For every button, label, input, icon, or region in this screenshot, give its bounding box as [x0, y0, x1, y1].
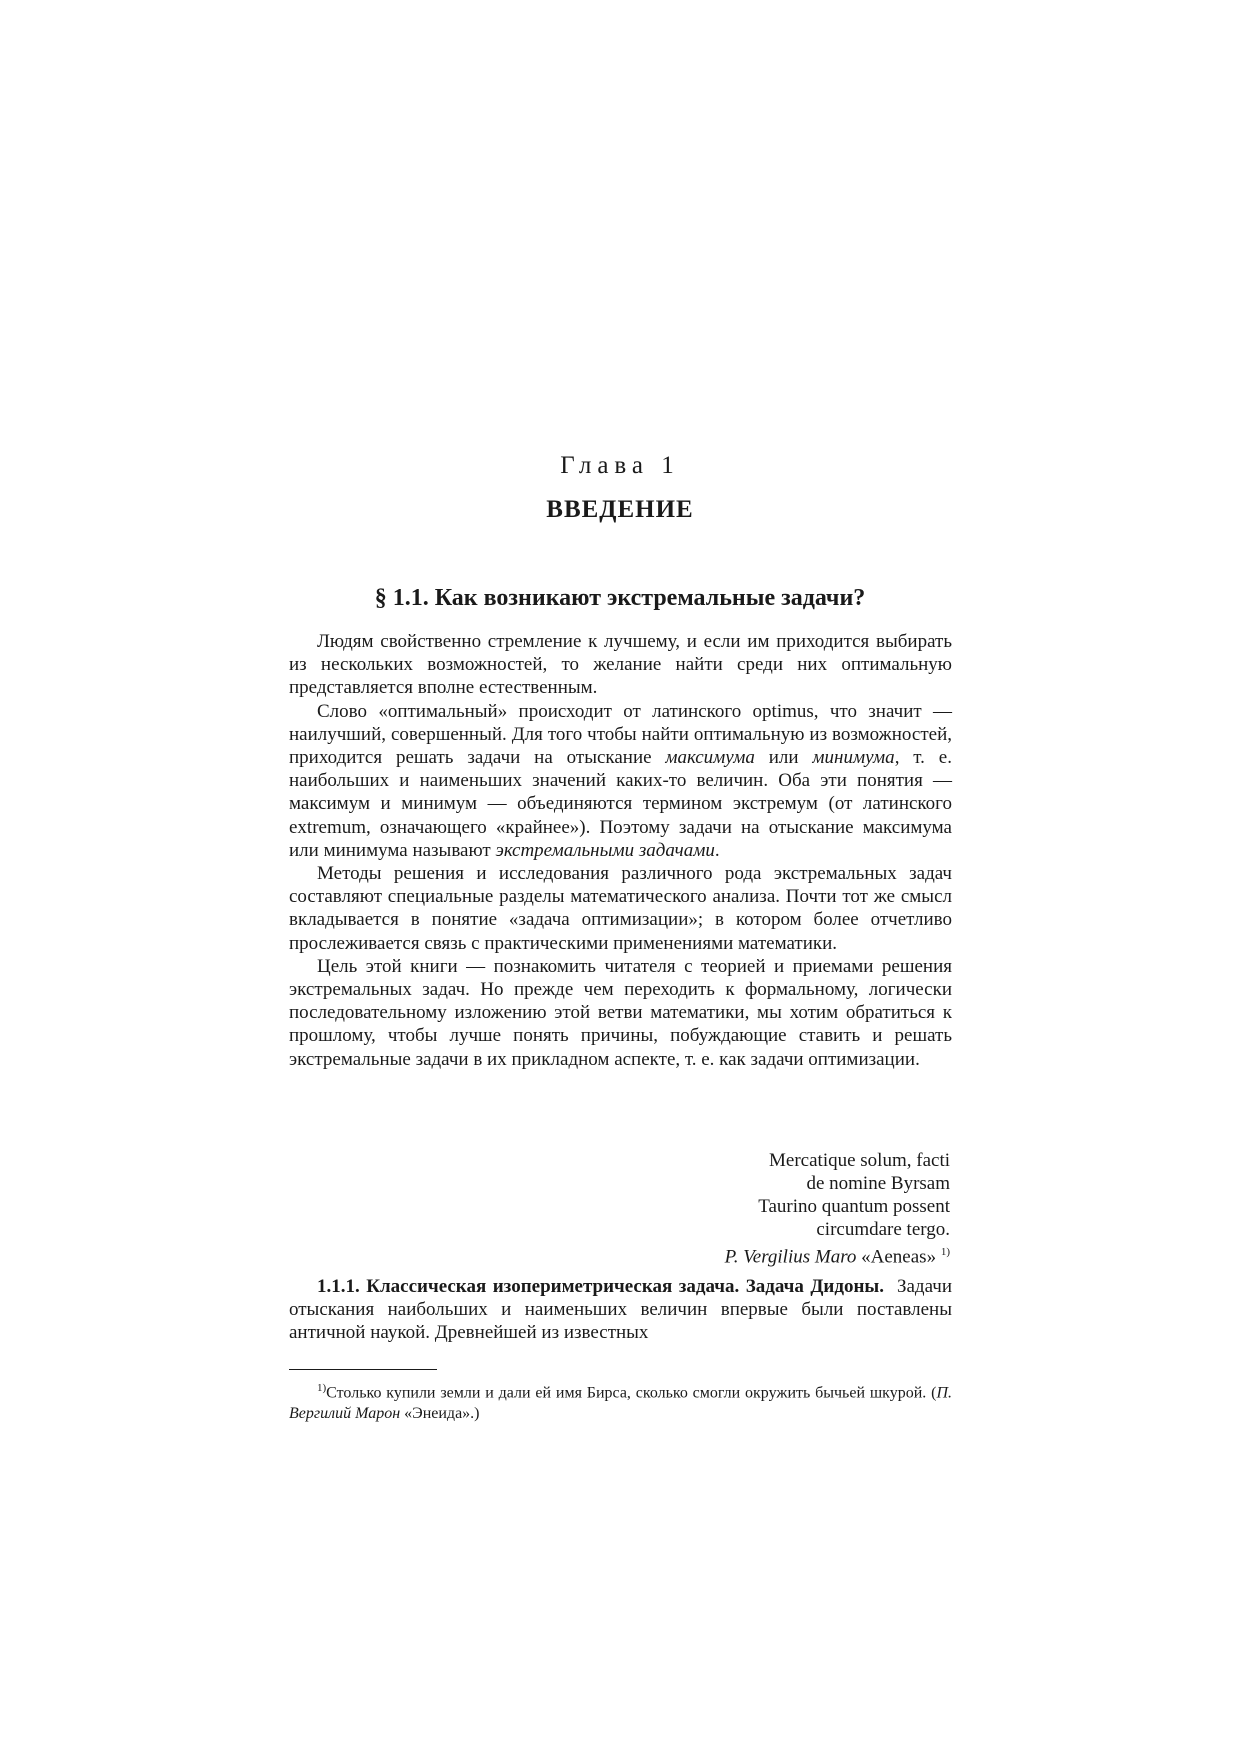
term-maximum: максимума [665, 747, 755, 769]
paragraph-2-text-b: или [754, 747, 813, 769]
epigraph-line-4: circumdare tergo. [816, 1219, 950, 1240]
footnote-mark: 1) [317, 1382, 327, 1394]
epigraph-line-2: de nomine Byrsam [806, 1173, 950, 1194]
epigraph-work: «Aeneas» [861, 1246, 937, 1268]
paragraph-2 [289, 700, 952, 862]
paragraph-4: Цель этой книги — познакомить читателя с теорией и приемами решения экстремальных задач. Но прежде чем переходить к формальному, логически последовательному изложению этой ветви математики, мы хотим обратиться к прошлому, чтобы лучше понять причины, побуждающие ставить и решать экстремальные задачи в их прикладном аспекте, т. е. как задачи оптимизации. [289, 955, 952, 1070]
paragraph-1: Людям свойственно стремление к лучшему, и если им приходится выбирать из нескольких возможностей, то желание найти среди них оптимальную представляется вполне естественным. [289, 631, 952, 699]
term-minimum: минимума [812, 747, 895, 769]
body-text [289, 630, 952, 1071]
subsection-paragraph [289, 1275, 952, 1344]
subsection-text: Задачи отыскания наибольших и наименьших величин впервые были поставлены античной наукой. Древнейшей из известных [289, 1276, 952, 1343]
epigraph-attribution [725, 1241, 950, 1268]
footnote-divider [289, 1369, 437, 1370]
paragraph-2-text-a: Слово «оптимальный» происходит от латинского optimus, что значит — наилучший, совершенный. Для того чтобы найти оптимальную из возможностей, приходится решать задачи на отыскание [289, 700, 952, 769]
term-extremal-problems: экстремальными задачами [495, 839, 715, 861]
paragraph-3: Методы решения и исследования различного рода экстремальных задач составляют специальные разделы математического анализа. Почти тот же смысл вкладывается в понятие «задача оптимизации»; в котором более отчетливо прослеживается связь с практическими применениями математики. [289, 863, 952, 954]
epigraph-author: P. Vergilius Maro [724, 1246, 857, 1268]
footnote-work: «Энеида».) [400, 1405, 480, 1423]
epigraph-line-3: Taurino quantum possent [758, 1196, 950, 1217]
footnote-author: П. Вергилий Марон [289, 1384, 952, 1423]
footnote-marker: 1) [940, 1246, 950, 1258]
footnote [289, 1378, 952, 1424]
section-title: § 1.1. Как возникают экстремальные задачи? [374, 585, 866, 611]
chapter-label: Глава 1 [560, 452, 680, 479]
epigraph [725, 1149, 950, 1268]
footnote-text: Столько купили земли и дали ей имя Бирса, сколько смогли окружить бычьей шкурой. ( [326, 1384, 937, 1402]
subsection-title: 1.1.1. Классическая изопериметрическая задача. Задача Дидоны. [317, 1276, 884, 1297]
paragraph-2-text-c: , т. е. наибольших и наименьших значений каких-то величин. Оба эти понятия — максимум и минимум — объединяются термином экстремум (от латинского extremum, означающего «крайнее»). Поэтому задачи на отыскание максимума или минимума называют [289, 747, 952, 861]
epigraph-line-1: Mercatique solum, facti [769, 1150, 950, 1171]
paragraph-2-text-d: . [714, 839, 720, 861]
chapter-title: ВВЕДЕНИЕ [546, 496, 694, 523]
